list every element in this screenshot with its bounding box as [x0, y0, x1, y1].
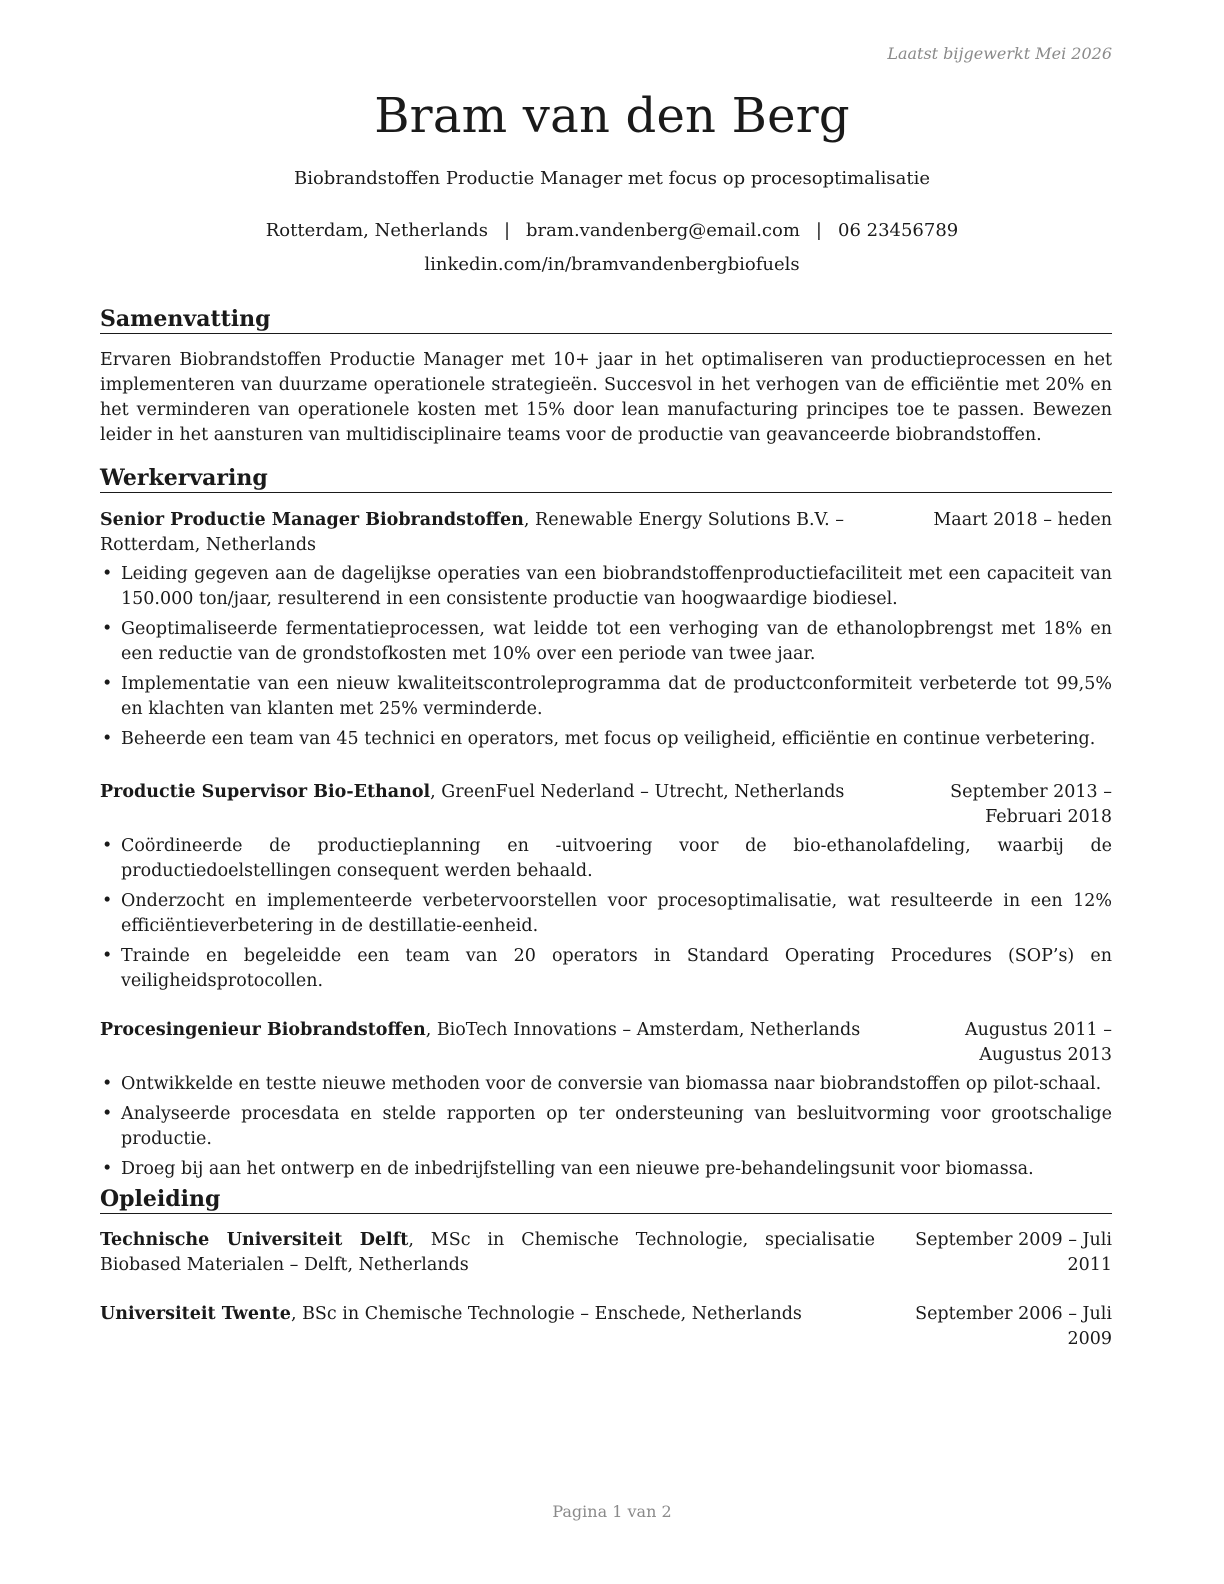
job-dates: Augustus 2011 – Augustus 2013	[964, 1020, 1112, 1065]
section-title-education: Opleiding	[100, 1185, 1112, 1214]
linkedin-link[interactable]: linkedin.com/in/bramvandenbergbiofuels	[424, 254, 800, 275]
page-number: Pagina 1 van 2	[552, 1502, 672, 1521]
email-link[interactable]: bram.vandenberg@email.com	[526, 220, 800, 241]
job-entry	[100, 780, 1112, 999]
job-company: , BioTech Innovations – Amsterdam, Netherlands	[425, 1020, 861, 1040]
list-item: • Beheerde een team van 45 technici en operators, met focus op veiligheid, efficiëntie en continue verbetering.	[100, 727, 1112, 752]
job-entry	[100, 508, 1112, 757]
list-item: • Analyseerde procesdata en stelde rapporten op ter ondersteuning van besluitvorming voor grootschalige productie.	[100, 1102, 1112, 1152]
location: Rotterdam, Netherlands	[265, 220, 488, 241]
job-role: Senior Productie Manager Biobrandstoffen	[100, 510, 524, 530]
contact-line	[0, 220, 1224, 241]
list-item: • Leiding gegeven aan de dagelijkse operaties van een biobrandstoffenproductiefaciliteit met een capaciteit van 150.000 ton/jaar, resulterend in een consistente productie van hoogwaardige biodiesel.	[100, 562, 1112, 612]
tagline: Biobrandstoffen Productie Manager met focus op procesoptimalisatie	[293, 168, 931, 189]
job-entry	[100, 1018, 1112, 1187]
job-company: , Renewable Energy Solutions B.V. – Rotterdam, Netherlands	[100, 510, 844, 555]
education-dates: September 2009 – Juli 2011	[915, 1230, 1112, 1275]
list-item: • Trainde en begeleidde een team van 20 operators in Standard Operating Procedures (SOP’s) en veiligheidsprotocollen.	[100, 944, 1112, 994]
degree-detail: , BSc in Chemische Technologie – Enschede, Netherlands	[290, 1304, 802, 1324]
job-dates: Maart 2018 – heden	[933, 510, 1112, 530]
separator: |	[815, 220, 822, 241]
separator: |	[503, 220, 511, 241]
education-entry	[100, 1302, 1112, 1352]
education-entry	[100, 1228, 1112, 1278]
degree-detail: , MSc in Chemische Technologie, specialisatie Biobased Materialen – Delft, Netherlands	[100, 1230, 876, 1275]
job-company: , GreenFuel Nederland – Utrecht, Netherlands	[430, 782, 845, 802]
list-item: • Onderzocht en implementeerde verbetervoorstellen voor procesoptimalisatie, wat resulteerde in een 12% efficiëntieverbetering in de destillatie-eenheid.	[100, 889, 1112, 939]
job-role: Productie Supervisor Bio-Ethanol	[100, 782, 431, 802]
last-updated: Laatst bijgewerkt Mei 2026	[887, 44, 1112, 63]
list-item: • Coördineerde de productieplanning en -uitvoering voor de bio-ethanolafdeling, waarbij de productiedoelstellingen consequent werden behaald.	[100, 834, 1112, 884]
phone: 06 23456789	[838, 220, 959, 241]
school-name: Technische Universiteit Delft	[100, 1230, 409, 1250]
list-item: • Implementatie van een nieuw kwaliteitscontroleprogramma dat de productconformiteit verbeterde tot 99,5% en klachten van klanten met 25% verminderde.	[100, 672, 1112, 722]
job-dates: September 2013 – Februari 2018	[950, 782, 1112, 827]
candidate-name: Bram van den Berg	[374, 88, 850, 144]
list-item: • Geoptimaliseerde fermentatieprocessen, wat leidde tot een verhoging van de ethanolopbrengst met 18% en een reductie van de grondstofkosten met 10% over een periode van twee jaar.	[100, 617, 1112, 667]
education-dates: September 2006 – Juli 2009	[915, 1304, 1112, 1349]
list-item: • Droeg bij aan het ontwerp en de inbedrijfstelling van een nieuwe pre-behandelingsunit voor biomassa.	[100, 1157, 1112, 1182]
section-title-experience: Werkervaring	[100, 464, 1112, 493]
list-item: • Ontwikkelde en testte nieuwe methoden voor de conversie van biomassa naar biobrandstoffen op pilot-schaal.	[100, 1072, 1112, 1097]
section-title-summary: Samenvatting	[100, 305, 1112, 334]
job-role: Procesingenieur Biobrandstoffen	[100, 1020, 426, 1040]
summary-text: Ervaren Biobrandstoffen Productie Manager met 10+ jaar in het optimaliseren van productieprocessen en het implementeren van duurzame operationele strategieën. Succesvol in het verhogen van de efficiëntie met 20% en het verminderen van operationele kosten met 15% door lean manufacturing principes toe te passen. Bewezen leider in het aansturen van multidisciplinaire teams voor de productie van geavanceerde biobrandstoffen.	[100, 350, 1112, 445]
school-name: Universiteit Twente	[100, 1304, 291, 1324]
